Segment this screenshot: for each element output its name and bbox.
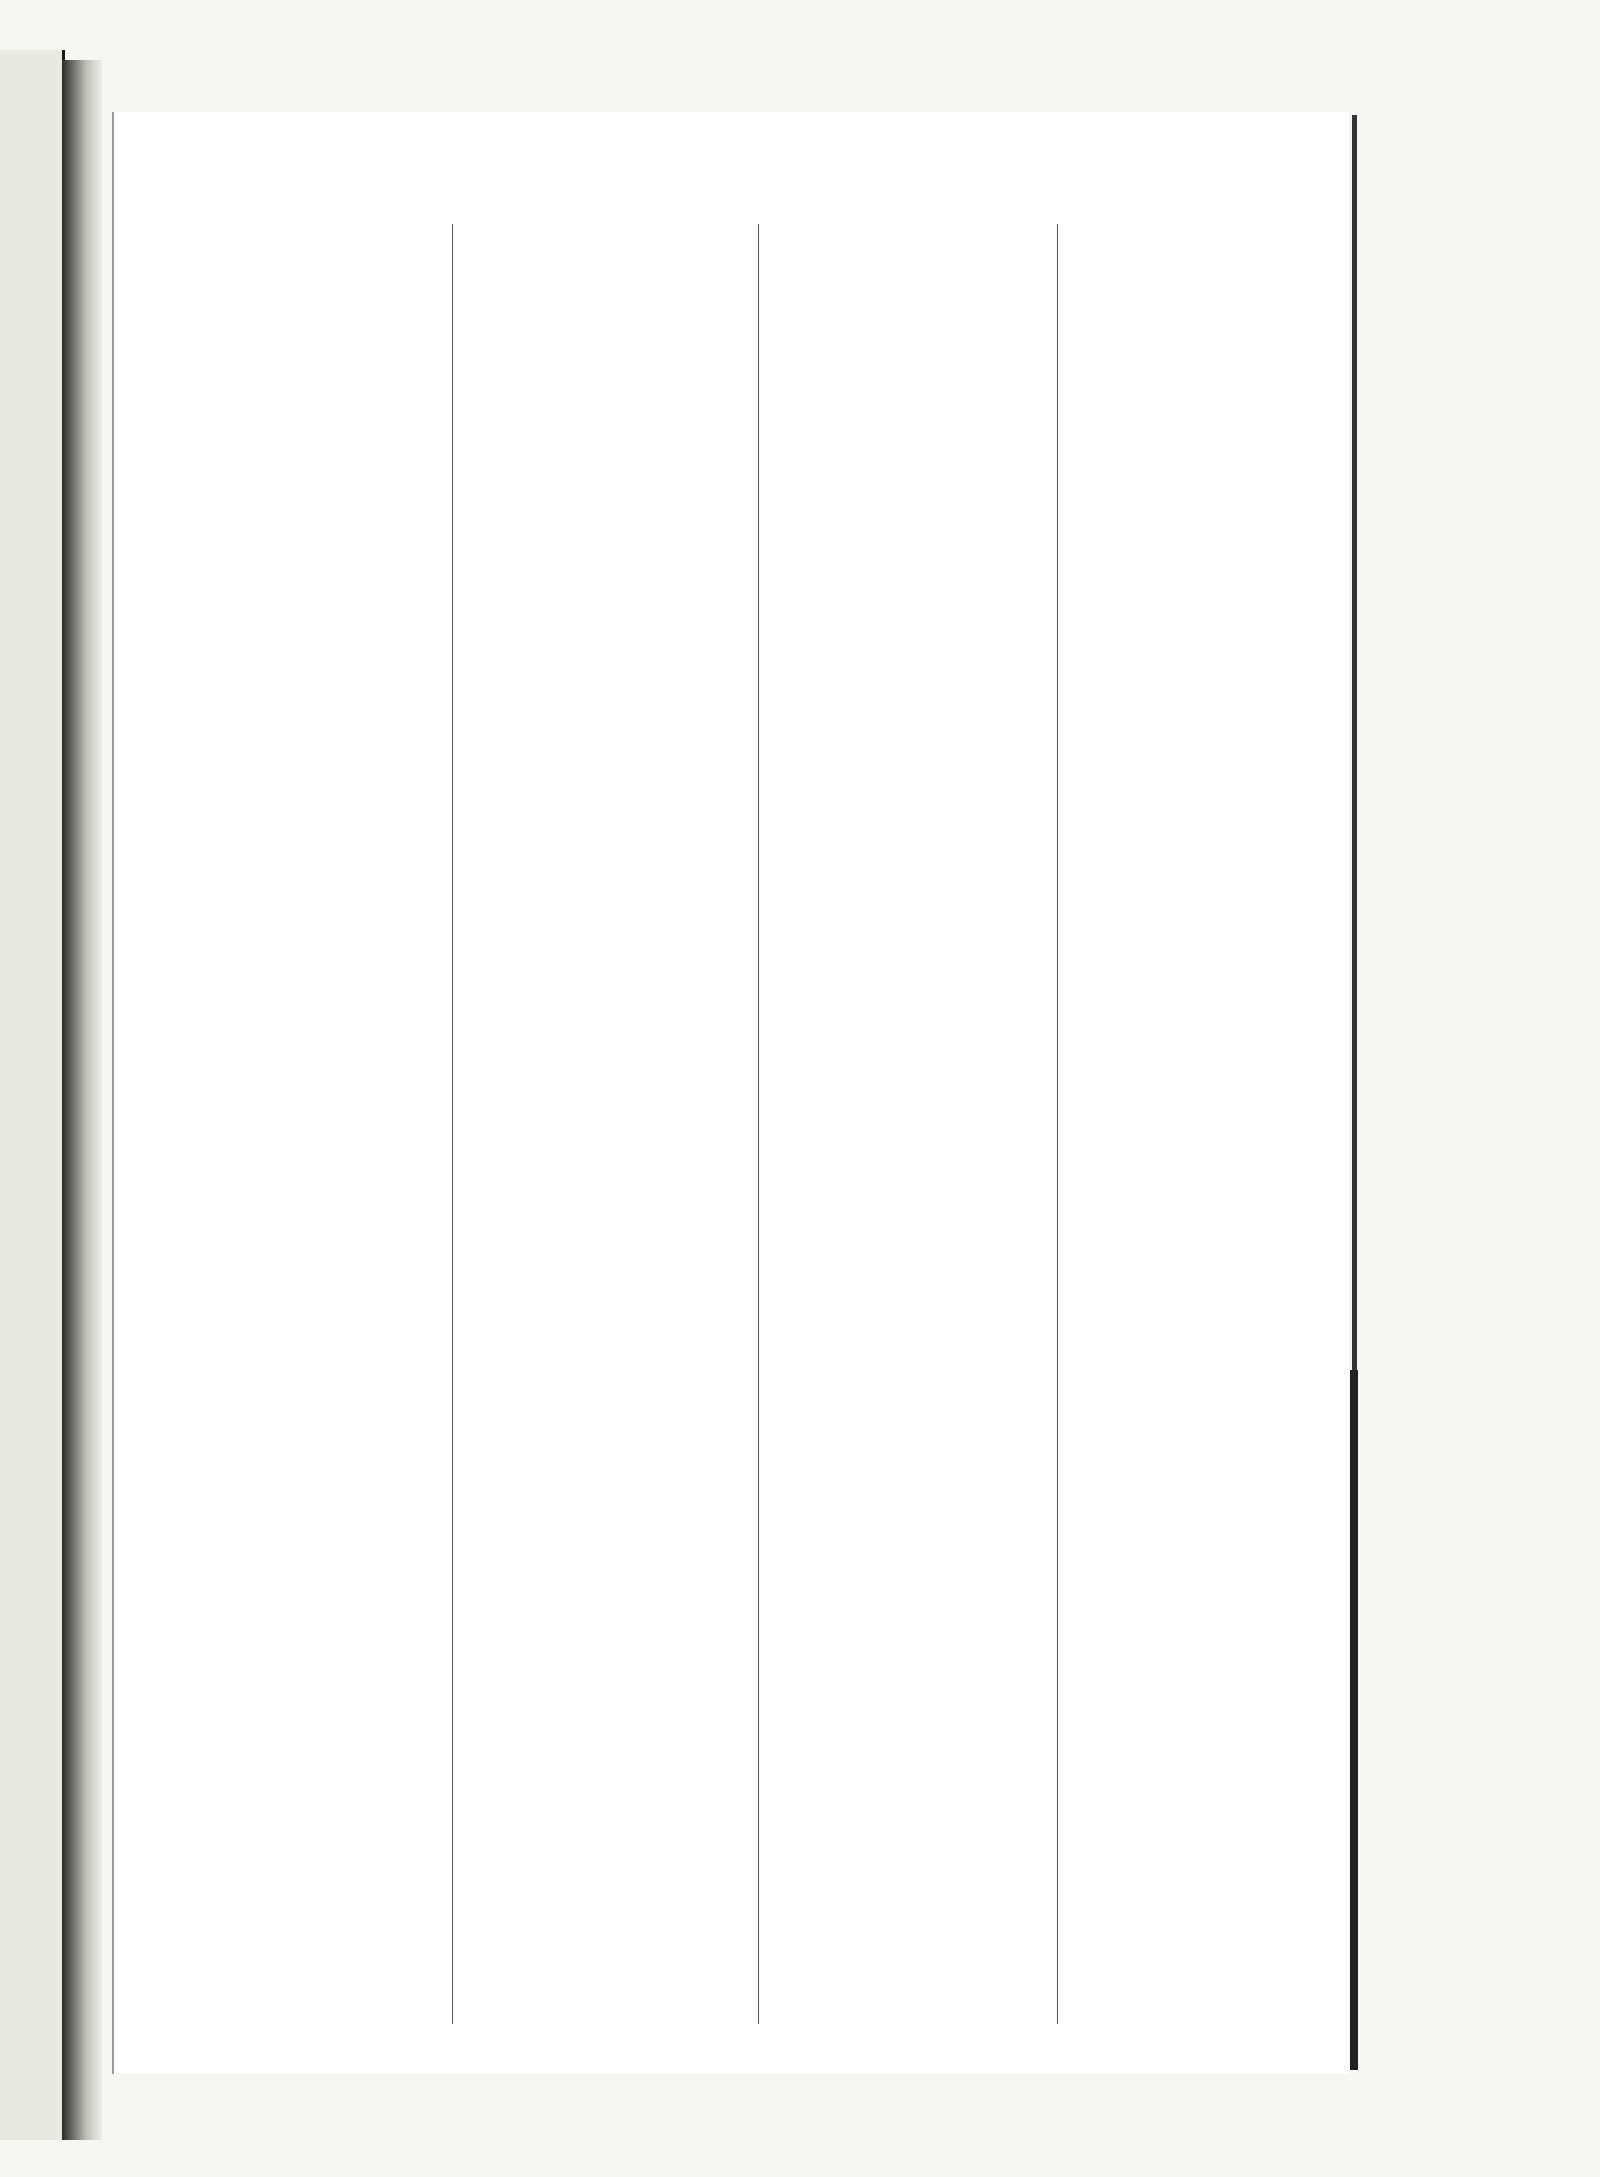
- page-edge-tab: [1350, 1370, 1358, 2070]
- column-2: [457, 224, 750, 2044]
- page-header: [114, 172, 1349, 218]
- column-4: [1064, 224, 1345, 2044]
- directory-columns: [152, 224, 1347, 2044]
- adjacent-page-strip: [0, 50, 65, 2140]
- column-3: [764, 224, 1048, 2044]
- document-page: [112, 112, 1349, 2074]
- book-gutter: [62, 60, 102, 2140]
- column-1: [152, 224, 445, 2044]
